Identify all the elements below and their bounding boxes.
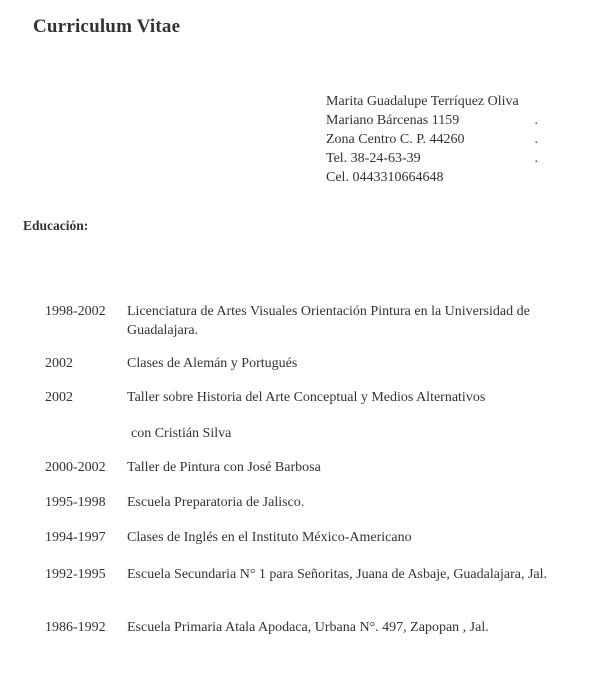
entry-years: 1986-1992 <box>45 620 106 635</box>
contact-phone-dot: . <box>534 151 538 166</box>
education-entry <box>45 302 585 340</box>
contact-zone-dot: . <box>534 132 538 147</box>
contact-address-text: Mariano Bárcenas 1159 <box>326 113 460 128</box>
contact-phone-text: Tel. 38-24-63-39 <box>326 151 421 166</box>
contact-name <box>326 92 556 111</box>
document-title: Curriculum Vitae <box>33 16 181 37</box>
contact-phone <box>326 149 556 168</box>
entry-years: 1998-2002 <box>45 304 106 319</box>
education-entry <box>45 493 585 512</box>
entry-years: 1992-1995 <box>45 567 106 582</box>
contact-address <box>326 111 556 130</box>
education-entry <box>45 565 585 584</box>
entry-years: 2002 <box>45 356 73 371</box>
entry-description: Clases de Inglés en el Instituto México-Americano <box>127 530 412 545</box>
entry-years: 2002 <box>45 390 73 405</box>
education-entry <box>45 528 585 547</box>
entry-description: Escuela Primaria Atala Apodaca, Urbana N°. 497, Zapopan , Jal. <box>127 620 489 635</box>
entry-years: 1994-1997 <box>45 530 106 545</box>
education-heading: Educación: <box>23 218 89 233</box>
education-entry <box>45 618 585 637</box>
education-entry <box>45 458 585 477</box>
entry-description: Licenciatura de Artes Visuales Orientación Pintura en la Universidad de Guadalajara. <box>127 304 530 338</box>
entry-description: Clases de Alemán y Portugués <box>127 356 298 371</box>
contact-name-text: Marita Guadalupe Terríquez Oliva <box>326 94 519 109</box>
contact-cell <box>326 168 556 187</box>
entry-years: 1995-1998 <box>45 495 106 510</box>
entry-description: Taller sobre Historia del Arte Conceptual y Medios Alternativos <box>127 390 486 405</box>
entry-continuation: con Cristián Silva <box>131 426 232 441</box>
contact-cell-text: Cel. 0443310664648 <box>326 170 444 185</box>
contact-zone-text: Zona Centro C. P. 44260 <box>326 132 465 147</box>
entry-description: Escuela Preparatoria de Jalisco. <box>127 495 305 510</box>
contact-block <box>326 92 556 187</box>
contact-zone <box>326 130 556 149</box>
contact-address-dot: . <box>534 113 538 128</box>
entry-years: 2000-2002 <box>45 460 106 475</box>
entry-description: Escuela Secundaria N° 1 para Señoritas, Juana de Asbaje, Guadalajara, Jal. <box>127 567 547 582</box>
education-entry <box>45 354 585 373</box>
education-entry <box>45 388 585 407</box>
entry-description: Taller de Pintura con José Barbosa <box>127 460 321 475</box>
